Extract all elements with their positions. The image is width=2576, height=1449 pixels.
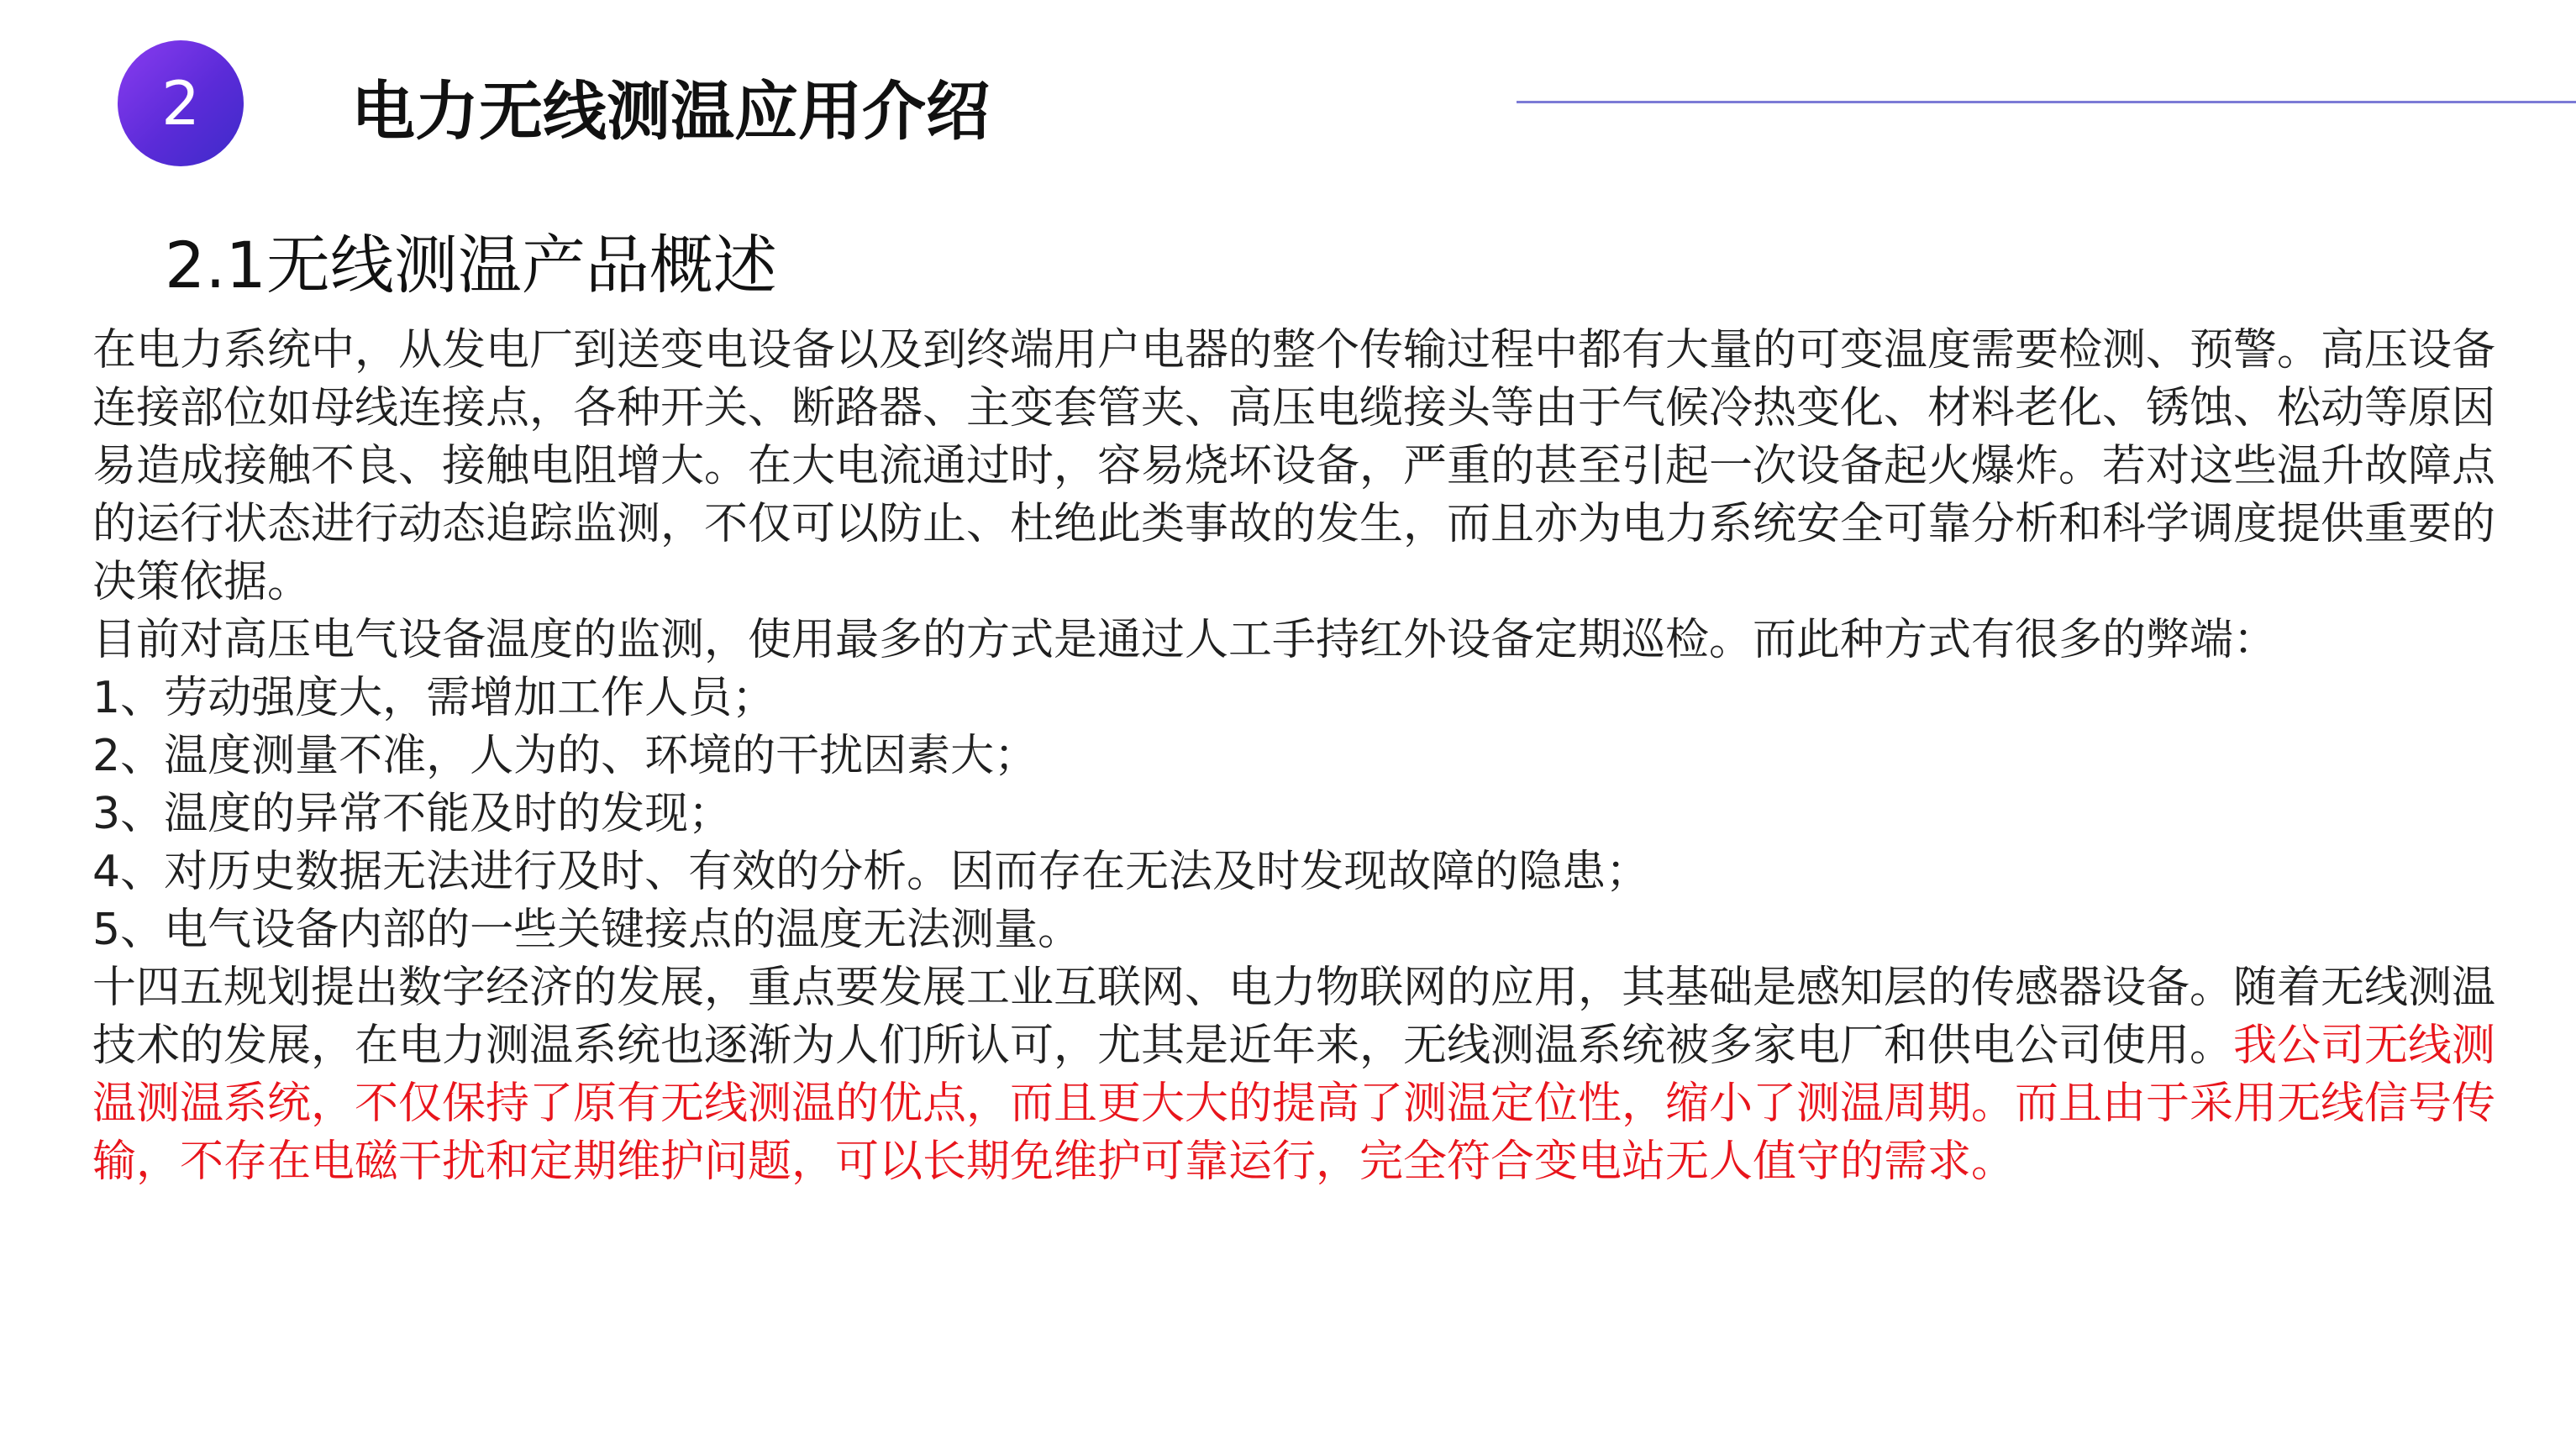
header-divider <box>1517 101 2576 103</box>
section-number-badge <box>118 40 244 166</box>
problem-item-3: 3、温度的异常不能及时的发现； <box>92 789 733 839</box>
body-text <box>92 322 2529 1191</box>
intro-paragraph: 在电力系统中，从发电厂到送变电设备以及到终端用户电器的整个传输过程中都有大量的可变温度需要检测、预警。高压设备连接部位如母线连接点，各种开关、断路器、主变套管夹、高压电缆接头等由于气候冷热变化、材料老化、锈蚀、松动等原因易造成接触不良、接触电阻增大。在大电流通过时，容易烧坏设备，严重的甚至引起一次设备起火爆炸。若对这些温升故障点的运行状态进行动态追踪监测，不仅可以防止、杜绝此类事故的发生，而且亦为电力系统安全可靠分析和科学调度提供重要的决策依据。 <box>92 325 2496 607</box>
conclusion-highlight-text: 我公司无线测温测温系统，不仅保持了原有无线测温的优点，而且更大大的提高了测温定位性，缩小了测温周期。而且由于采用无线信号传输，不存在电磁干扰和定期维护问题，可以长期免维护可靠运行，完全符合变电站无人值守的需求。 <box>92 1021 2496 1187</box>
section-number: 2 <box>161 68 200 139</box>
problem-item-5: 5、电气设备内部的一些关键接点的温度无法测量。 <box>92 905 1082 955</box>
problem-item-1: 1、劳动强度大，需增加工作人员； <box>92 673 776 723</box>
page-title: 电力无线测温应用介绍 <box>351 74 990 149</box>
problem-intro-paragraph: 目前对高压电气设备温度的监测，使用最多的方式是通过人工手持红外设备定期巡检。而此种方式有很多的弊端： <box>92 615 2278 665</box>
problem-item-4: 4、对历史数据无法进行及时、有效的分析。因而存在无法及时发现故障的隐患； <box>92 847 1650 897</box>
conclusion-text: 十四五规划提出数字经济的发展，重点要发展工业互联网、电力物联网的应用，其基础是感知层的传感器设备。随着无线测温技术的发展，在电力测温系统也逐渐为人们所认可，尤其是近年来，无线测温系统被多家电厂和供电公司使用。 <box>92 963 2496 1071</box>
conclusion-paragraph <box>92 959 2529 1191</box>
problem-item-2: 2、温度测量不准，人为的、环境的干扰因素大； <box>92 731 1038 781</box>
subsection-title: 2.1无线测温产品概述 <box>165 228 777 302</box>
